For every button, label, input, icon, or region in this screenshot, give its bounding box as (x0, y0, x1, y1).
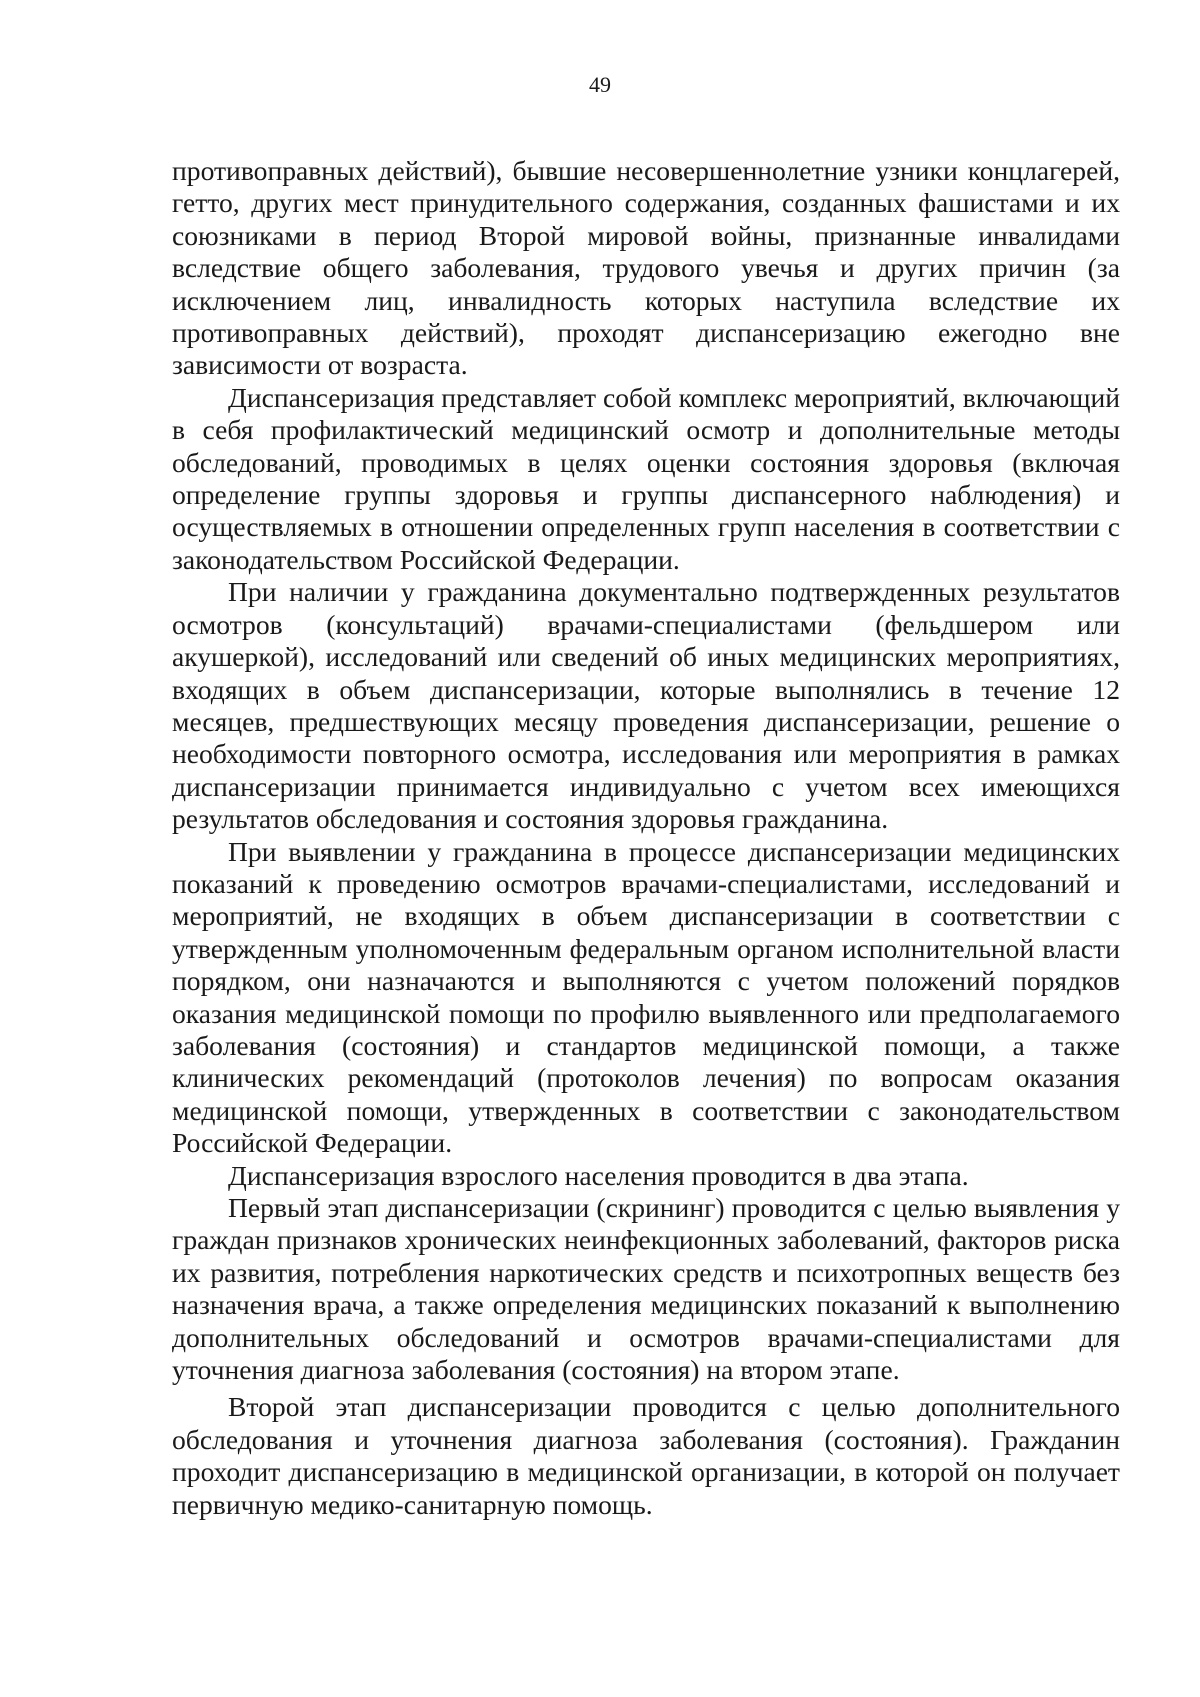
paragraph-prior-results: При наличии у гражданина документально подтвержденных результатов осмотров (консультаций) врачами-специалистами (фельдшером или акушеркой), исследований или сведений об иных медицинских мероприятиях, входящих в объем диспансеризации, которые выполнялись в течение 12 месяцев, предшествующих месяцу проведения диспансеризации, решение о необходимости повторного осмотра, исследования или мероприятия в рамках диспансеризации принимается индивидуально с учетом всех имеющихся результатов обследования и состояния здоровья гражданина. (172, 576, 1120, 835)
paragraph-medical-indications: При выявлении у гражданина в процессе диспансеризации медицинских показаний к проведению осмотров врачами-специалистами, исследований и мероприятий, не входящих в объем диспансеризации в соответствии с утвержденным уполномоченным федеральным органом исполнительной власти порядком, они назначаются и выполняются с учетом положений порядков оказания медицинской помощи по профилю выявленного или предполагаемого заболевания (состояния) и стандартов медицинской помощи, а также клинических рекомендаций (протоколов лечения) по вопросам оказания медицинской помощи, утвержденных в соответствии с законодательством Российской Федерации. (172, 835, 1120, 1159)
paragraph-second-stage: Второй этап диспансеризации проводится с целью дополнительного обследования и уточнения диагноза заболевания (состояния). Гражданин проходит диспансеризацию в медицинской организации, в которой он получает первичную медико-санитарную помощь. (172, 1391, 1120, 1520)
page-number: 49 (589, 72, 611, 97)
paragraph-dispensarization-definition: Диспансеризация представляет собой комплекс мероприятий, включающий в себя профилактический медицинский осмотр и дополнительные методы обследований, проводимых в целях оценки состояния здоровья (включая определение группы здоровья и группы диспансерного наблюдения) и осуществляемых в отношении определенных групп населения в соответствии с законодательством Российской Федерации. (172, 381, 1120, 575)
paragraph-first-stage: Первый этап диспансеризации (скрининг) проводится с целью выявления у граждан признаков хронических неинфекционных заболеваний, факторов риска их развития, потребления наркотических средств и психотропных веществ без назначения врача, а также определения медицинских показаний к выполнению дополнительных обследований и осмотров врачами-специалистами для уточнения диагноза заболевания (состояния) на втором этапе. (172, 1192, 1120, 1386)
paragraph-continuation: противоправных действий), бывшие несовершеннолетние узники концлагерей, гетто, других мест принудительного содержания, созданных фашистами и их союзниками в период Второй мировой войны, признанные инвалидами вследствие общего заболевания, трудового увечья и других причин (за исключением лиц, инвалидность которых наступила вследствие их противоправных действий), проходят диспансеризацию ежегодно вне зависимости от возраста. (172, 155, 1120, 381)
paragraph-two-stages: Диспансеризация взрослого населения проводится в два этапа. (228, 1159, 969, 1191)
document-body (172, 155, 1120, 1521)
